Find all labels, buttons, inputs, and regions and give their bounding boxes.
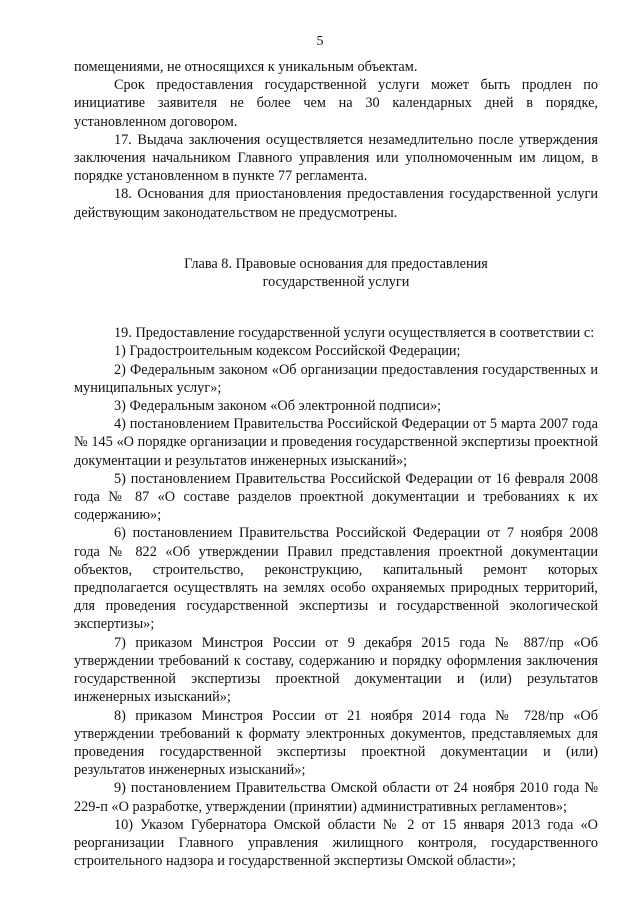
- paragraph-17: 17. Выдача заключения осуществляется незамедлительно после утверждения заключения начальником Главного управления или уполномоченным им лицом, в порядке установленном в пункте 77 регламента.: [74, 131, 598, 185]
- paragraph-18: 18. Основания для приостановления предоставления государственной услуги действующим законодательством не предусмотрены.: [74, 186, 598, 221]
- chapter-heading-line-1: Глава 8. Правовые основания для предоставления: [184, 255, 488, 272]
- chapter-heading-line-2: государственной услуги: [262, 274, 410, 291]
- list-item-4: 4) постановлением Правительства Российской Федерации от 5 марта 2007 года № 145 «О порядке организации и проведения государственной экспертизы проектной документации и результатов инженерных изысканий»;: [74, 416, 598, 469]
- list-item-9: 9) постановлением Правительства Омской области от 24 ноября 2010 года № 229-п «О разработке, утверждении (принятии) административных регламентов»;: [74, 780, 598, 815]
- list-item-8: 8) приказом Минстроя России от 21 ноября 2014 года № 728/пр «Об утверждении требований к формату электронных документов, представляемых для проведения государственной экспертизы проектной документации и (или) результатов инженерных изысканий»;: [74, 707, 598, 779]
- list-item-1: 1) Градостроительным кодексом Российской Федерации;: [114, 343, 461, 360]
- page-number: 5: [316, 34, 324, 49]
- list-item-10: 10) Указом Губернатора Омской области № 2 от 15 января 2013 года «О реорганизации Главного управления жилищного контроля, государственного строительного надзора и государственной экспертизы Омской области»;: [74, 816, 598, 870]
- list-item-5: 5) постановлением Правительства Российской Федерации от 16 февраля 2008 года № 87 «О составе разделов проектной документации и требованиях к их содержанию»;: [74, 470, 598, 524]
- paragraph-19: 19. Предоставление государственной услуги осуществляется в соответствии с:: [114, 325, 595, 342]
- list-item-6: 6) постановлением Правительства Российской Федерации от 7 ноября 2008 года № 822 «Об утверждении Правил представления проектной документации объектов, строительство, реконструкцию, капитальный ремонт которых предполагается осуществлять на землях особо охраняемых природных территорий, для проведения государственной экспертизы и государственной экологической экспертизы»;: [74, 525, 598, 633]
- document-body: [74, 58, 598, 870]
- list-item-7: 7) приказом Минстроя России от 9 декабря 2015 года № 887/пр «Об утверждении требований к составу, содержанию и порядку оформления заключения государственной экспертизы проектной документации и (или) результатов инженерных изысканий»;: [74, 634, 598, 706]
- chapter-heading: [74, 255, 598, 291]
- paragraph-term-extension: Срок предоставления государственной услуги может быть продлен по инициативе заявителя не более чем на 30 календарных дней в порядке, установленном договором.: [74, 77, 598, 130]
- paragraph-continuation: помещениями, не относящихся к уникальным объектам.: [74, 59, 418, 75]
- list-item-2: 2) Федеральным законом «Об организации предоставления государственных и муниципальных услуг»;: [74, 361, 598, 396]
- list-item-3: 3) Федеральным законом «Об электронной подписи»;: [114, 398, 442, 415]
